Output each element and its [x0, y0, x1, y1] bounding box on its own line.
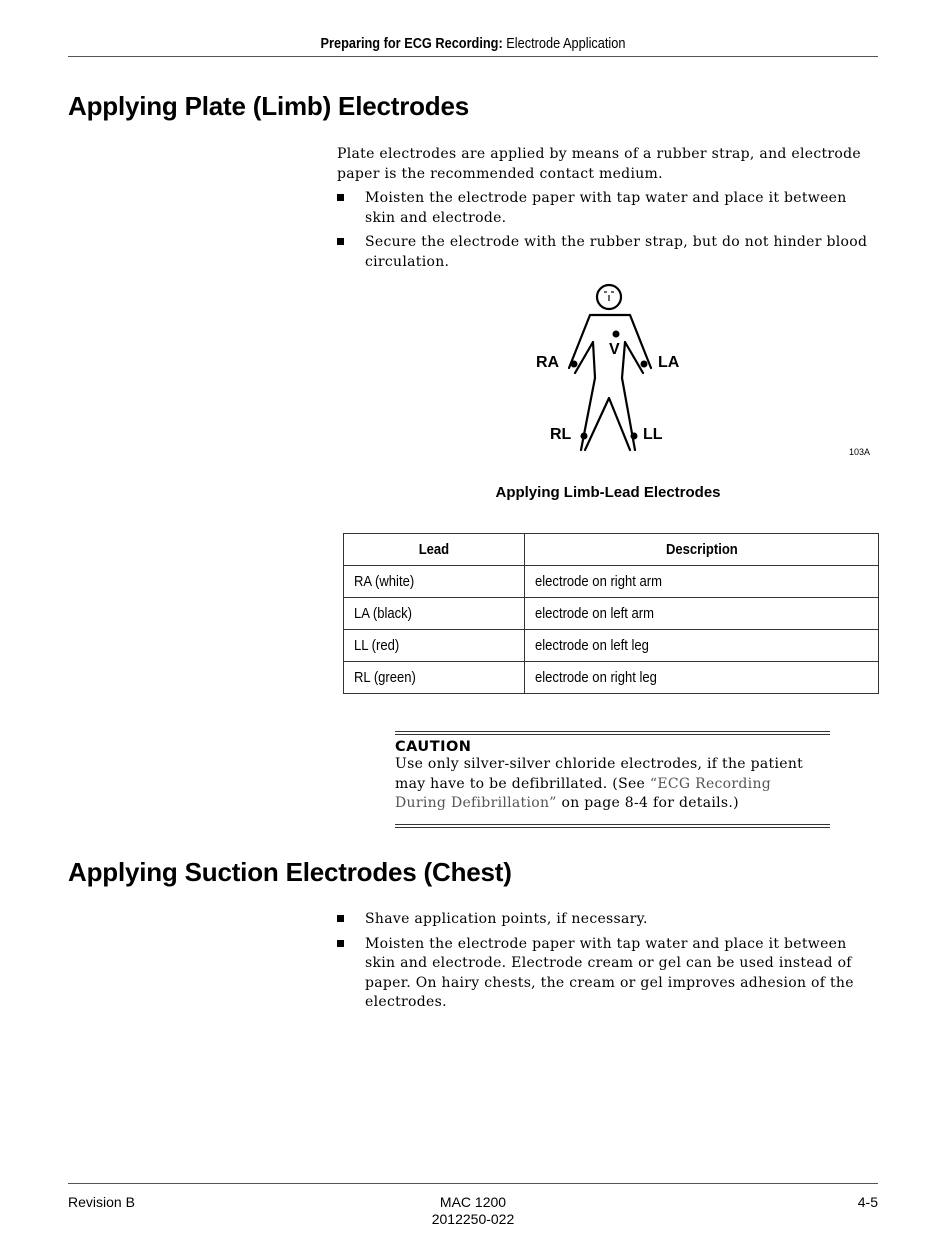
table-row	[344, 662, 879, 694]
table-cell-lead: LA (black)	[344, 598, 525, 630]
table-row	[344, 598, 879, 630]
label-la: LA	[658, 354, 680, 371]
table-cell-description: electrode on right leg	[525, 662, 879, 694]
bullet-square-icon	[337, 940, 344, 947]
suction-bullet-list	[337, 910, 879, 1013]
table-header-lead: Lead	[344, 534, 525, 566]
figure-inner-legs	[585, 398, 630, 450]
section-title-plate: Applying Plate (Limb) Electrodes	[68, 91, 469, 121]
list-item	[337, 233, 879, 272]
footer-product: MAC 1200	[439, 1194, 507, 1210]
label-rl: RL	[550, 426, 572, 443]
figure-caption: Applying Limb-Lead Electrodes	[495, 484, 721, 501]
label-ll: LL	[643, 426, 663, 443]
caution-title: CAUTION	[395, 739, 472, 755]
bullet-square-icon	[337, 194, 344, 201]
caution-cross-reference-link[interactable]: “ECG Recording During Defibrillation”	[395, 775, 772, 811]
plate-bullet-list	[337, 189, 879, 272]
header-rule	[68, 56, 878, 57]
table-cell-description: electrode on left arm	[525, 598, 879, 630]
bullet-text: Secure the electrode with the rubber strap, but do not hinder blood circulation.	[365, 234, 868, 270]
suction-body	[337, 910, 879, 1018]
caution-text: Use only silver-silver chloride electrodes, if the patient may have to be defibrillated. (See “ECG Recording During Defibrillation” on page 8-4 for details.)	[395, 756, 804, 811]
electrode-dot-la	[641, 361, 648, 368]
table-header-description: Description	[525, 534, 879, 566]
bullet-square-icon	[337, 238, 344, 245]
bullet-square-icon	[337, 915, 344, 922]
figure-code: 103A	[849, 447, 871, 457]
bullet-text: Moisten the electrode paper with tap water and place it between skin and electrode. Electrode cream or gel can be used instead of paper. On hairy chests, the cream or gel improves adhesion of the electrodes.	[365, 935, 854, 1010]
header-section-bold: Preparing for ECG Recording:	[320, 36, 503, 52]
table-cell-description: electrode on right arm	[525, 566, 879, 598]
caution-top-rule	[395, 731, 830, 735]
table-row	[344, 630, 879, 662]
list-item	[337, 910, 879, 930]
list-item	[337, 935, 879, 1013]
table-header-row	[344, 534, 879, 566]
electrode-dot-ll	[631, 433, 638, 440]
lead-table	[343, 533, 879, 694]
electrode-dot-v	[613, 331, 620, 338]
table-row	[344, 566, 879, 598]
caution-box	[395, 739, 825, 814]
electrode-dot-ra	[571, 361, 578, 368]
table-cell-description: electrode on left leg	[525, 630, 879, 662]
footer-doc-number: 2012250-022	[431, 1211, 515, 1227]
label-ra: RA	[536, 354, 560, 371]
table-cell-lead: RL (green)	[344, 662, 525, 694]
plate-intro: Plate electrodes are applied by means of a rubber strap, and electrode paper is the recommended contact medium.	[337, 146, 861, 182]
running-header	[117, 36, 830, 52]
footer-rule	[68, 1183, 878, 1184]
label-v: V	[609, 341, 620, 358]
list-item	[337, 189, 879, 228]
table-cell-lead: RA (white)	[344, 566, 525, 598]
bullet-text: Moisten the electrode paper with tap water and place it between skin and electrode.	[365, 190, 847, 226]
section-title-suction: Applying Suction Electrodes (Chest)	[68, 857, 512, 887]
footer-page-number: 4-5	[857, 1194, 878, 1210]
caution-bottom-rule	[395, 824, 830, 828]
electrode-dot-rl	[581, 433, 588, 440]
bullet-text: Shave application points, if necessary.	[365, 911, 648, 927]
footer-revision: Revision B	[68, 1194, 135, 1210]
table-cell-lead: LL (red)	[344, 630, 525, 662]
plate-body	[337, 145, 879, 277]
header-section-rest: Electrode Application	[502, 36, 626, 52]
